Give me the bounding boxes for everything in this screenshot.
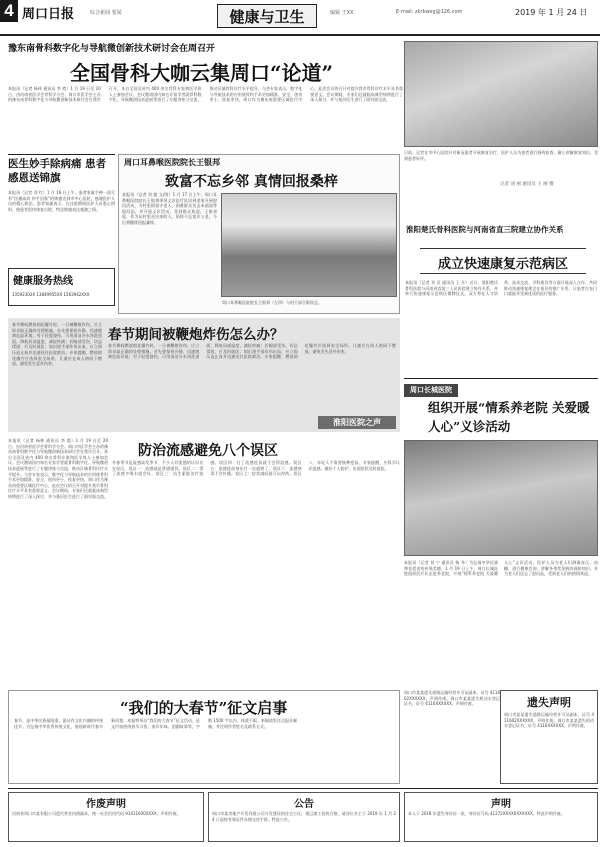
village-article-body: 本报讯（记者 刘 超 文/图）1 月 17 日上午，周口耳鼻喉医院院长王银邦带领义诊医疗队回到老家开展慰问活动，为村里的留守老人、困难群众送去米面油等慰问品，并开展义诊活动，受到群众欢迎。王银邦说，作为从村里走出来的人，始终不忘家乡父老，今后将继续回报桑梓。 [122, 192, 217, 225]
elderly-article-headline: 组织开展“情系养老院 关爱暖人心”义诊活动 [428, 400, 590, 434]
hotline-title: 健康服务热线 [13, 276, 73, 287]
flu-article-headline: 防治流感避免八个误区 [138, 443, 278, 459]
clinic-photo-credit: 记者 刘 丽 通讯员 王 丽 摄 [500, 182, 554, 187]
page-number: 4 [4, 1, 14, 20]
firecracker-headline: 春节期间被鞭炮炸伤怎么办？ [108, 327, 284, 343]
firecracker-body-2: 春节期间燃放烟花爆竹时，一旦被鞭炮炸伤，应立即采取正确的处理措施。首先要保持冷静，迅速脱离危险环境；对于轻度烧伤，可用清洁冷水冲洗创面，降低局部温度，减轻疼痛；若眼部受伤，切忌揉搓，应及时就医；如出现手部炸伤出血，应立即压迫止血并迅速送往医院救治。专家提醒，燃放烟花爆竹应选择安全场所，儿童应在成人陪同下燃放，避免发生意外伤害。 [108, 343, 396, 360]
masthead-meta-small: 综合新闻 要闻 [90, 10, 122, 16]
bottom-rule [8, 788, 598, 789]
lost-notice-title: 遗失声明 [527, 696, 571, 709]
left-brief-top-rule [8, 154, 115, 155]
clinic-photo [404, 41, 598, 147]
village-photo-caption: 周口耳鼻喉医院院长王银邦（左四）与村干部合影留念。 [222, 300, 322, 305]
village-article-kicker: 周口耳鼻喉医院院长王银邦 [124, 157, 220, 167]
rehab-article-kicker: 淮阳楚氏骨科医院与河南省直三院建立协作关系 [406, 225, 564, 234]
rehab-article-headline: 成立快速康复示范病区 [437, 257, 568, 272]
void-notice-body: 河南省周口市某有限公司遗失营业执照副本，统一社会信用代码 91411600XXXX，声明作废。 [12, 811, 181, 816]
statement-title: 声明 [491, 799, 511, 810]
essay-contest-headline: “我们的大春节”征文启事 [120, 699, 288, 717]
statement-body: 本人于 2018 年遗失身份证一张，身份证号码 41272XXXXXXXXXXX，特此声明作废。 [408, 811, 565, 816]
top-article-kicker: 豫东南骨科数字化与导航微创新技术研讨会在周召开 [8, 44, 216, 54]
top-article-body: 本报讯（记者 杨林 通讯员 李 霞）1 月 19 日至 20 日，由河南省医学会骨科学分会、周口市医学会主办的豫东南骨科数字化与导航微创新技术研讨会在我市召开。来自全国及省内 400 余名骨科专家和医学界人士参加会议。会议邀请国内知名专家学者就骨科数字化、导航微创技术进展等进行了专题讲座与交流，推动区域骨科诊疗水平提升。与会专家表示，数字化与导航技术的应用使骨科手术更加精准、安全，创伤更小，恢复更快，周口作为豫东南重要区域医疗中心，此次会议的召开对提升我市骨科诊疗水平具有重要意义。会议期间，专家们还就临床典型病例进行了深入探讨，并与基层医生进行了面对面交流。 [8, 86, 403, 103]
masthead [0, 0, 600, 37]
announce-title: 公告 [294, 799, 314, 810]
clinic-photo-caption: 日前，记者在市中心医院针对新冠患者开展康复治疗，医护人员为患者进行细致检查，耐心讲解康复知识，受到患者好评。 [404, 150, 598, 161]
left-column-text: 本报讯（记者 杨林 通讯员 李 霞）1 月 19 日至 20 日，由河南省医学会骨科学分会、周口市医学会主办的豫东南骨科数字化与导航微创新技术研讨会在我市召开。来自全国及省内 400 余名骨科专家和医学界人士参加会议。会议邀请国内知名专家学者就骨科数字化、导航微创技术进展等进行了专题讲座与交流，推动区域骨科诊疗水平提升。与会专家表示，数字化与导航技术的应用使骨科手术更加精准、安全，创伤更小，恢复更快，周口作为豫东南重要区域医疗中心，此次会议的召开对提升我市骨科诊疗水平具有重要意义。会议期间，专家们还就临床典型病例进行了深入探讨，并与基层医生进行了面对面交流。 [8, 438, 108, 499]
masthead-date: 2019 年 1 月 24 日 [515, 8, 588, 17]
masthead-editor: 编辑 王XX [330, 10, 354, 16]
top-article-headline: 全国骨科大咖云集周口“论道” [70, 61, 334, 85]
left-brief-body: 本报讯（记者 刘 红）1 月 16 日上午，患者家属手捧一面写有“医德高尚 妙手回春”的锦旗送到市中心医院，感谢医护人员的精心救治。患者家属表示，在住院期间医护人员悉心照料，使患者很快康复出院，特送锦旗表达感激之情。 [8, 190, 115, 212]
firecracker-body: 春节期间燃放烟花爆竹时，一旦被鞭炮炸伤，应立即采取正确的处理措施。首先要保持冷静，迅速脱离危险环境；对于轻度烧伤，可用清洁冷水冲洗创面，降低局部温度，减轻疼痛；若眼部受伤，切忌揉搓，应及时就医；如出现手部炸伤出血，应立即压迫止血并迅速送往医院救治。专家提醒，燃放烟花爆竹应选择安全场所，儿童应在成人陪同下燃放，避免发生意外伤害。 [12, 322, 102, 367]
paper-name: 周口日报 [22, 7, 75, 22]
elderly-article-body: 本报讯（记者 刘 宁 通讯员 杨 冬）为弘扬中华民族尊老爱老的传统美德，1 月 19 日上午，周口长城医院组织医疗队走进养老院，开展“情系养老院 关爱暖人心”义诊活动。医护人员为老人们测量血压、血糖，进行健康咨询，讲解冬季常见病的预防知识，并为老人们送去了慰问品，受到老人们的热情欢迎。 [404, 560, 598, 577]
elderly-photo [404, 440, 598, 556]
void-notice-title: 作废声明 [86, 799, 126, 810]
village-photo [221, 193, 397, 297]
elderly-rule [404, 378, 598, 379]
village-article-headline: 致富不忘乡邻 真情回报桑梓 [165, 174, 338, 190]
hotline-numbers: 13592302X 13849955XX 1563942XXX [12, 292, 90, 297]
elderly-article-kicker: 周口长城医院 [410, 386, 452, 394]
rehab-article-body: 本报讯（记者 刘 洋 通讯员 王 芳）近日，淮阳楚氏骨科医院与河南省直第三人民医院建立协作关系，并举行快速康复示范病区揭牌仪式。双方将在人才培养、技术交流、学科建设等方面开展深入合作，共同推动快速康复理念在基层的推广应用，让患者在家门口就能享受到优质的医疗服务。 [405, 280, 597, 297]
masthead-email: E-mail: zkrbwsg@126.com [396, 9, 463, 15]
flu-article-body: 冬春季节是流感高发季节，不少人对流感的认识存在误区。误区一：流感就是普通感冒。误区二：得了流感多喝水就会好。误区三：抗生素能治疗流感。误区四：打了流感疫苗就不会得流感。误区五：流感疫苗每年打一次就够了。误区六：流感病毒不会传播。误区七：症状减轻就可以停药。误区八：年轻人不需要接种疫苗。专家提醒，应科学认识流感，做好个人防护，出现症状及时就医。 [112, 460, 400, 477]
firecracker-source-tag: 淮阳医院之声 [318, 416, 396, 429]
right-notices-text: 周口市某某遗失道路运输经营许可证副本，证号 411602XXXXXX，声明作废。周口市某某遗失机动车登记证书，证号 4116XXXXXX，声明作废。 [404, 690, 500, 707]
lost-notice-body: 周口市某某遗失道路运输经营许可证副本，证号 411602XXXXXX，声明作废。周口市某某遗失机动车登记证书，证号 4116XXXXXX，声明作废。 [504, 712, 594, 729]
left-brief-headline: 医生妙手除病痛 患者感恩送锦旗 [8, 158, 107, 184]
essay-contest-body: 春节，是中华民族最隆重、最具有文化内涵的传统佳节。为弘扬中华优秀传统文化，展现新时代春节新风貌，本报特举办“我们的大春节”征文活动。征文内容围绕春节习俗、家乡年味、团圆故事等，字数 1500 字以内，体裁不限。来稿请发送至报社邮箱，并注明作者姓名及联系方式。 [14, 718, 297, 729]
masthead-rule [0, 34, 600, 36]
section-title: 健康与卫生 [229, 8, 305, 26]
announce-body: 周口市某房地产开发有限公司开发建设的住宅小区，现已竣工验收合格，请各位业主于 2019 年 1 月 24 日起持有效证件办理交房手续。特此公告。 [212, 811, 396, 822]
